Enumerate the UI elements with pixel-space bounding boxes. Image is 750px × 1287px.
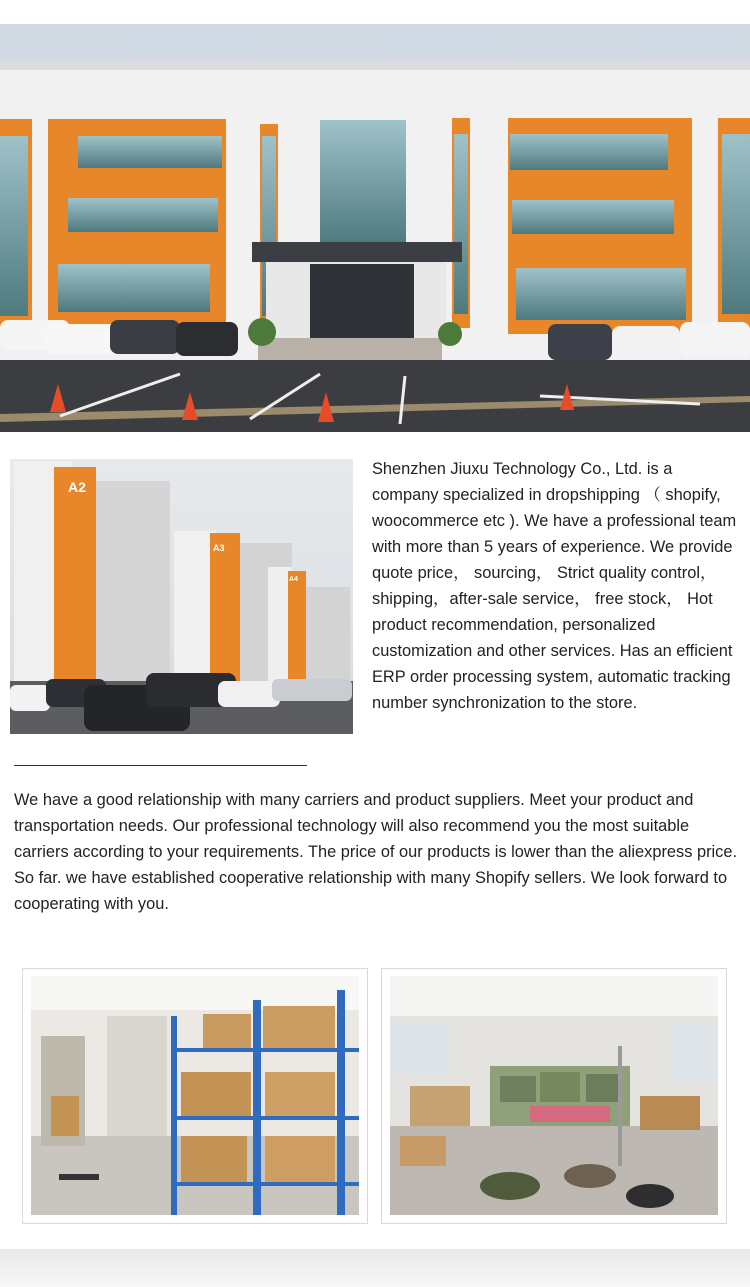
- warehouse-floor-frame: [381, 968, 727, 1224]
- tower-label-a3: A3: [213, 543, 225, 553]
- warehouse-floor-image: [390, 976, 718, 1215]
- warehouse-towers-image: [10, 459, 353, 734]
- warehouse-shelves-frame: [22, 968, 368, 1224]
- body-text: [14, 787, 740, 917]
- hero-building-image: [0, 24, 750, 432]
- tower-label-a4: A4: [289, 576, 298, 583]
- body-paragraph-2: So far. we have established cooperative relationship with many Shopify sellers. We look forward to cooperating with you.: [14, 869, 728, 913]
- section-divider: [14, 765, 307, 766]
- intro-text: Shenzhen Jiuxu Technology Co., Ltd. is a company specialized in dropshipping （ shopify, woocommerce etc ). We have a professional team with more than 5 years of experience. We provide quote price， sourcing， Strict quality control，shipping，after-sale service， free stock， Hot product recommendation, personalized customization and other services. Has an efficient ERP order processing system, automatic tracking number synchronization to the store.: [372, 460, 737, 712]
- body-paragraph-1: We have a good relationship with many carriers and product suppliers. Meet your product and transportation needs. Our professional technology will also recommend you the most suitable carriers according to your requirements. The price of our products is lower than the aliexpress price.: [14, 791, 738, 861]
- tower-label-a2: A2: [68, 479, 86, 495]
- warehouse-shelves-image: [31, 976, 359, 1215]
- bottom-band: [0, 1249, 750, 1287]
